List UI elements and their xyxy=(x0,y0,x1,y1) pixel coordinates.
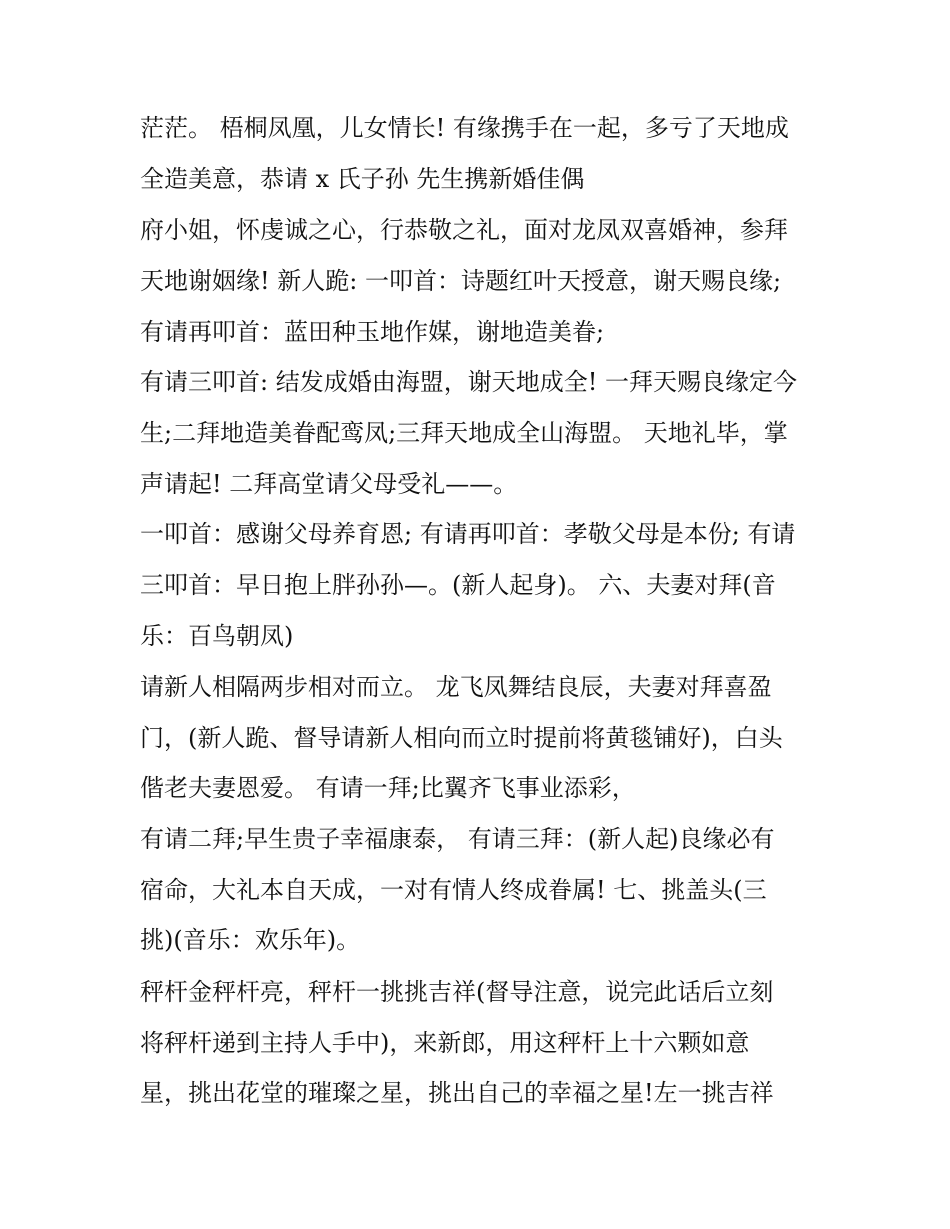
text-line: 星，挑出花堂的璀璨之星，挑出自己的幸福之星!左一挑吉祥 xyxy=(140,1079,774,1107)
text-line: 秤杆金秤杆亮，秤杆一挑挑吉祥(督导注意，说完此话后立刻 xyxy=(140,978,774,1006)
text-line: 生;二拜地造美眷配鸾凤;三拜天地成全山海盟。 天地礼毕，掌 xyxy=(140,419,788,447)
text-line: 宿命，大礼本自天成，一对有情人终成眷属! 七、挑盖头(三 xyxy=(140,876,767,904)
text-line: 有请再叩首：蓝田种玉地作媒，谢地造美眷; xyxy=(140,318,605,346)
text-line: 一叩首：感谢父母养育恩; 有请再叩首：孝敬父母是本份; 有请 xyxy=(140,520,796,548)
text-line: 挑)(音乐：欢乐年)。 xyxy=(140,926,361,954)
text-line: 请新人相隔两步相对而立。 龙飞凤舞结良辰，夫妻对拜喜盈 xyxy=(140,673,772,701)
text-line: 三叩首：早日抱上胖孙孙—。(新人起身)。 六、夫妻对拜(音 xyxy=(140,571,776,599)
text-line: 茫茫。 梧桐凤凰，儿女情长! 有缘携手在一起，多亏了天地成 xyxy=(140,114,789,142)
text-line: 乐：百鸟朝凤) xyxy=(140,622,294,650)
text-line: 府小姐，怀虔诚之心，行恭敬之礼，面对龙凤双喜婚神，参拜 xyxy=(140,216,788,244)
text-line: 声请起! 二拜高堂请父母受礼——。 xyxy=(140,470,518,498)
text-line: 全造美意，恭请 x 氏子孙 先生携新婚佳偶 xyxy=(140,165,585,193)
text-line: 有请三叩首: 结发成婚由海盟，谢天地成全! 一拜天赐良缘定今 xyxy=(140,368,797,396)
text-line: 天地谢姻缘! 新人跪: 一叩首：诗题红叶天授意，谢天赐良缘; xyxy=(140,267,782,295)
text-line: 将秤杆递到主持人手中)，来新郎，用这秤杆上十六颗如意 xyxy=(140,1029,750,1057)
text-line: 偕老夫妻恩爱。 有请一拜;比翼齐飞事业添彩， xyxy=(140,774,636,802)
text-line: 有请二拜;早生贵子幸福康泰， 有请三拜：(新人起)良缘必有 xyxy=(140,825,775,853)
text-line: 门，(新人跪、督导请新人相向而立时提前将黄毯铺好)，白头 xyxy=(140,724,783,752)
